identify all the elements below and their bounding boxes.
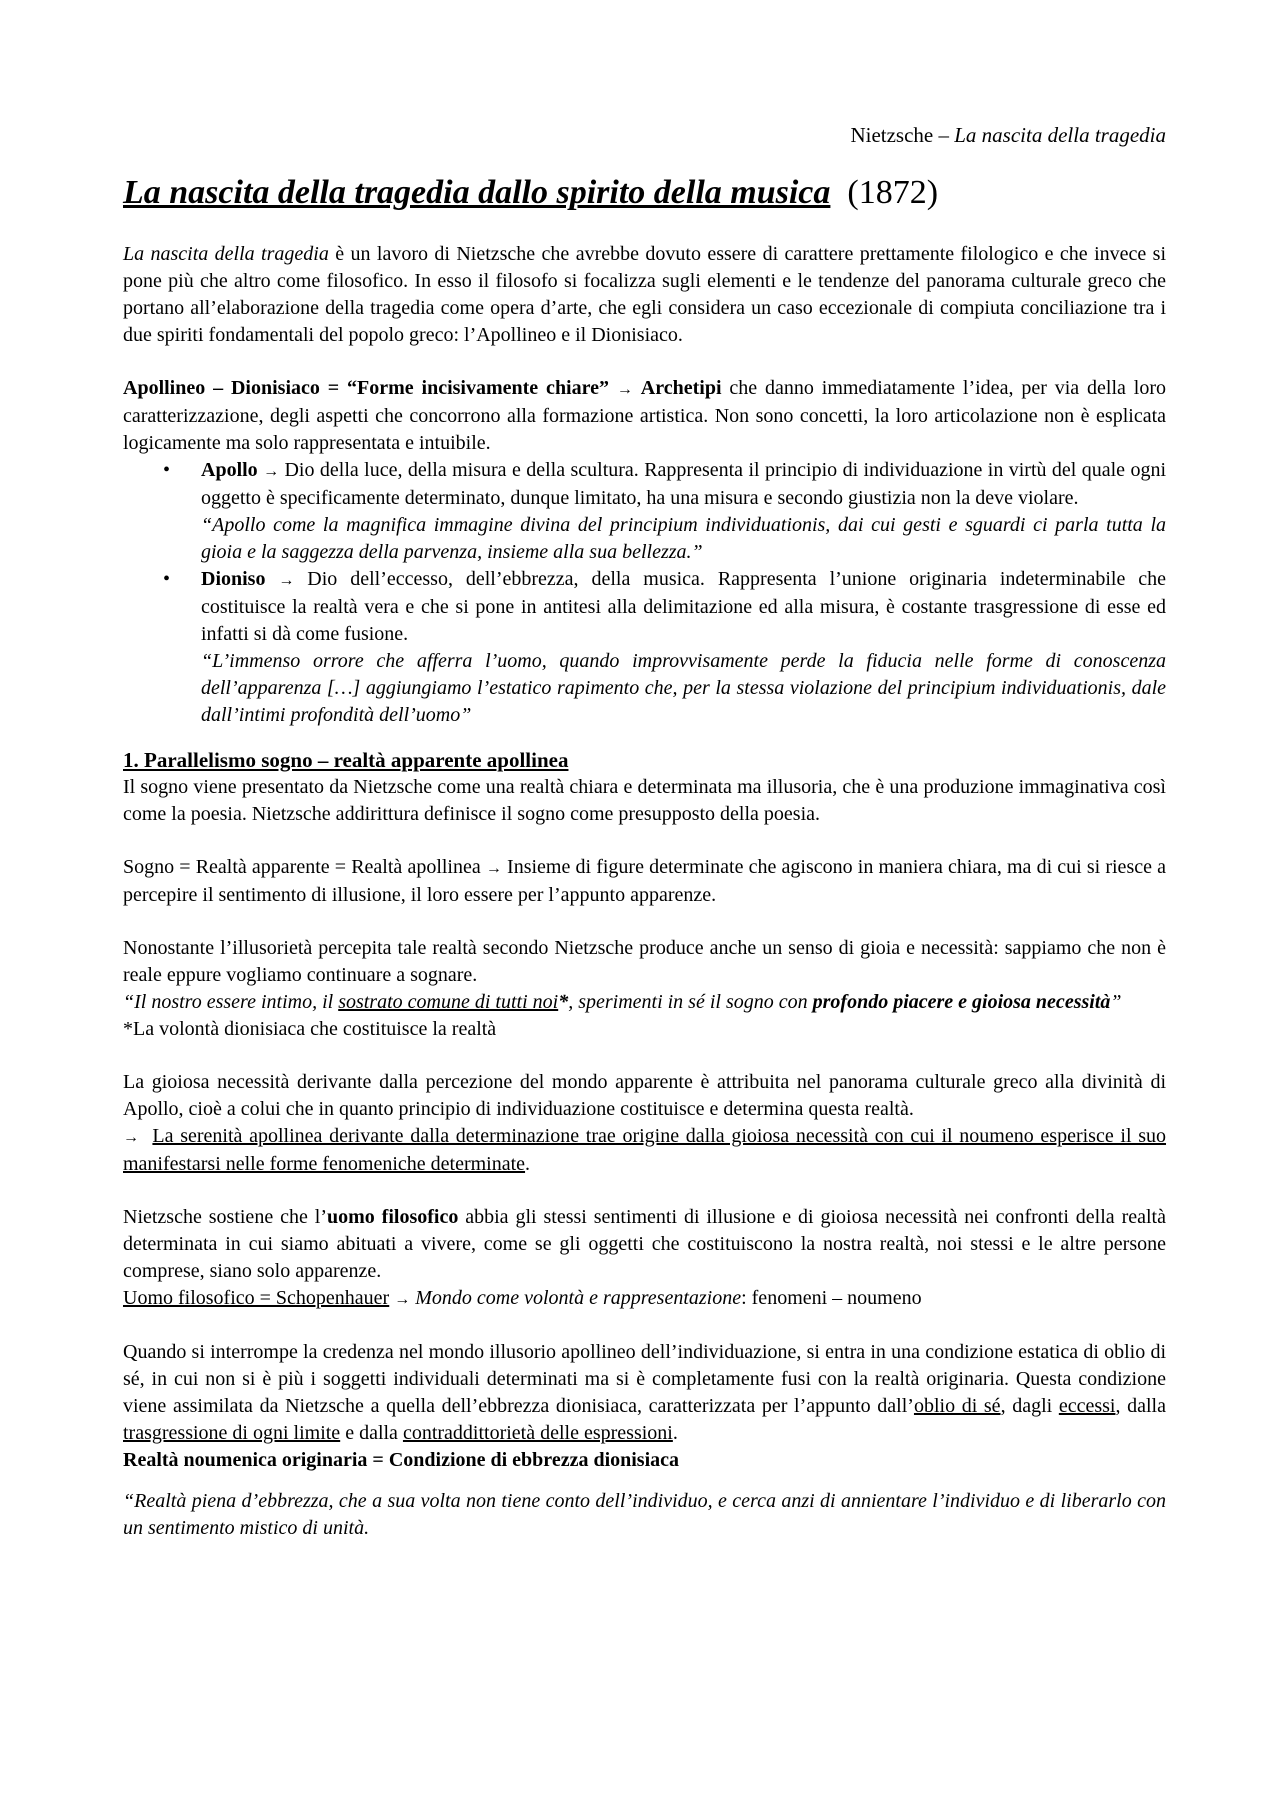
archetype-list [123,457,1166,729]
list-item-dioniso [163,566,1166,729]
section-heading: 1. Parallelismo sogno – realtà apparente apollinea [123,748,569,772]
title-main: La nascita della tragedia dallo spirito della musica [123,174,831,211]
intro-paragraph [123,241,1166,349]
arrow-icon: → [123,1129,139,1146]
archetypes-paragraph [123,375,1166,457]
serenity-paragraph [123,1123,1166,1178]
dream-equation [123,854,1166,909]
quote-part: , sperimenti in sé il sogno con [568,991,813,1013]
bullet-text: Dio della luce, della misura e della scultura. Rappresenta il principio di individuazione in virtù del quale ogni oggetto è specificamente determinato, dunque limitato, ha una misura e secondo giustizia non la deve violare. [201,459,1167,509]
bullet-name: Apollo [201,459,258,481]
arrow-icon: → [263,463,280,480]
section-paragraph: Il sogno viene presentato da Nietzsche come una realtà chiara e determinata ma illusoria, che è una produzione immaginativa così come la poesia. Nietzsche addirittura definisce il sogno come presupposto della poesia. [123,776,1166,825]
text-part: : fenomeni – noumeno [741,1287,922,1309]
text-part: Quando si interrompe la credenza nel mondo illusorio apollineo dell’individuazione, si entra in una condizione estatica di oblio di sé, in cui non si è più i soggetti individuali determinati ma si è completamente fusi con la realtà originaria. Questa condizione viene assimilata da Nietzsche a quella dell’ebbrezza dionisiaca, caratterizzata per l’appunto dall’ [123,1341,1166,1417]
text-part: e dalla [340,1422,403,1444]
text-part: , dagli [1000,1395,1059,1417]
bullet-quote: “L’immenso orrore che afferra l’uomo, quando improvvisamente perde la fiducia nelle forme di conoscenza dell’apparenza […] aggiungiamo l’estatico rapimento che, per la stessa violazione del principium individuationis, dale dall’intimi profondità dell’uomo” [201,650,1166,726]
closing-quote [123,1488,1166,1542]
arrow-icon: → [485,860,502,877]
text-underlined: eccessi [1058,1395,1116,1417]
noumenal-equation [123,1447,1166,1474]
text-part: . [672,1422,678,1444]
bullet-quote: “Apollo come la magnifica immagine divina del principium individuationis, dai cui gesti e sguardi ci parla tutta la gioia e la saggezza della parvenza, insieme alla sua bellezza.” [201,514,1166,563]
equation-text: Insieme di figure determinate che agiscono in maniera chiara, ma di cui si riesce a percepire il sentimento di illusione, il loro essere per l’appunto apparenze. [123,856,1166,906]
intro-text: è un lavoro di Nietzsche che avrebbe dovuto essere di carattere prettamente filologico e che invece si pone più che altro come filosofico. In esso il filosofo si focalizza sugli elementi e le tendenze del panorama culturale greco che portano all’elaborazione della tragedia come opera d’arte, che egli considera un caso eccezionale di compiuta conciliazione tra i due spiriti fondamentali del popolo greco: l’Apollineo e il Dionisiaco. [123,243,1166,346]
text-underlined: contraddittorietà delle espressioni [402,1422,673,1444]
text-underlined: oblio di sé [913,1395,1001,1417]
arrow-icon: → [616,381,633,398]
quote-part: “Il nostro essere intimo, il [123,991,339,1013]
text-part: Nietzsche sostiene che l’ [123,1206,327,1228]
philosopher-paragraph [123,1204,1166,1285]
equation-bold: Realtà noumenica originaria = Condizione di ebbrezza dionisiaca [123,1449,680,1471]
archetypes-lead: Apollineo – Dionisiaco = “Forme incisivamente chiare” [123,377,610,399]
intro-work: La nascita della tragedia [123,243,329,265]
header-work: La nascita della tragedia [954,123,1166,147]
bullet-icon: • [163,459,171,481]
schopenhauer-line [123,1285,1166,1313]
archetypes-text: che danno immediatamente l’idea, per via della loro caratterizzazione, degli aspetti che concorrono alla formazione artistica. Non sono concetti, la loro articolazione non è esplicata logicamente ma solo rappresentata e intuibile. [123,377,1166,454]
footnote-marker: * [558,991,569,1013]
text-part: abbia gli stessi sentimenti di illusione e di gioiosa necessità nei confronti della realtà determinata in cui siamo abituati a vivere, come se gli oggetti che costituiscono la nostra realtà, noi stessi e le altre persone comprese, siano solo apparenze. [123,1206,1166,1282]
section-paragraph: Nonostante l’illusorietà percepita tale realtà secondo Nietzsche produce anche un senso di gioia e necessità: sappiamo che non è reale eppure vogliamo continuare a sognare. [123,937,1166,986]
bullet-text: Dio dell’eccesso, dell’ebbrezza, della musica. Rappresenta l’unione originaria indeterminabile che costituisce la realtà vera e che si pone in antitesi alla delimitazione ed alla misura, è costante trasgressione di esse ed infatti si dà come fusione. [201,568,1166,645]
ecstasy-paragraph [123,1339,1166,1447]
serenity-text: La serenità apollinea derivante dalla determinazione trae origine dalla gioiosa necessità con cui il noumeno esperisce il suo manifestarsi nelle forme fenomeniche determinate [123,1125,1167,1175]
quote-part: ” [1110,991,1122,1013]
list-item-apollo [163,457,1167,566]
header-author: Nietzsche – [850,123,955,147]
quote-underlined: sostrato comune di tutti noi [338,991,559,1013]
text-part: , dalla [1115,1395,1166,1417]
schopenhauer-label: Uomo filosofico = Schopenhauer [123,1287,390,1309]
arrow-icon: → [278,572,295,589]
arrow-icon: → [394,1291,411,1308]
dream-quote [123,989,1166,1016]
serenity-end: . [525,1153,531,1175]
quote-text: “Realtà piena d’ebbrezza, che a sua volta non tiene conto dell’individuo, e cerca anzi di annientare l’individuo e di liberarlo con un sentimento mistico di unità. [123,1490,1166,1539]
footnote: *La volontà dionisiaca che costituisce la realtà [123,1018,497,1040]
running-header [123,121,1166,149]
page-title [123,171,1166,215]
text-underlined: trasgressione di ogni limite [123,1422,341,1444]
text-bold: uomo filosofico [326,1206,459,1228]
work-title: Mondo come volontà e rappresentazione [415,1287,742,1309]
equation-lead: Sogno = Realtà apparente = Realtà apollinea [123,856,486,878]
section-paragraph: La gioiosa necessità derivante dalla percezione del mondo apparente è attribuita nel panorama culturale greco alla divinità di Apollo, cioè a colui che in quanto principio di individuazione costituisce e determina questa realtà. [123,1071,1166,1120]
document-page [123,121,1166,1542]
archetypes-term: Archetipi [640,377,722,399]
bullet-icon: • [163,568,171,590]
title-year: (1872) [847,174,939,211]
quote-bold: profondo piacere e gioiosa necessità [812,991,1111,1013]
bullet-name: Dioniso [201,568,266,590]
